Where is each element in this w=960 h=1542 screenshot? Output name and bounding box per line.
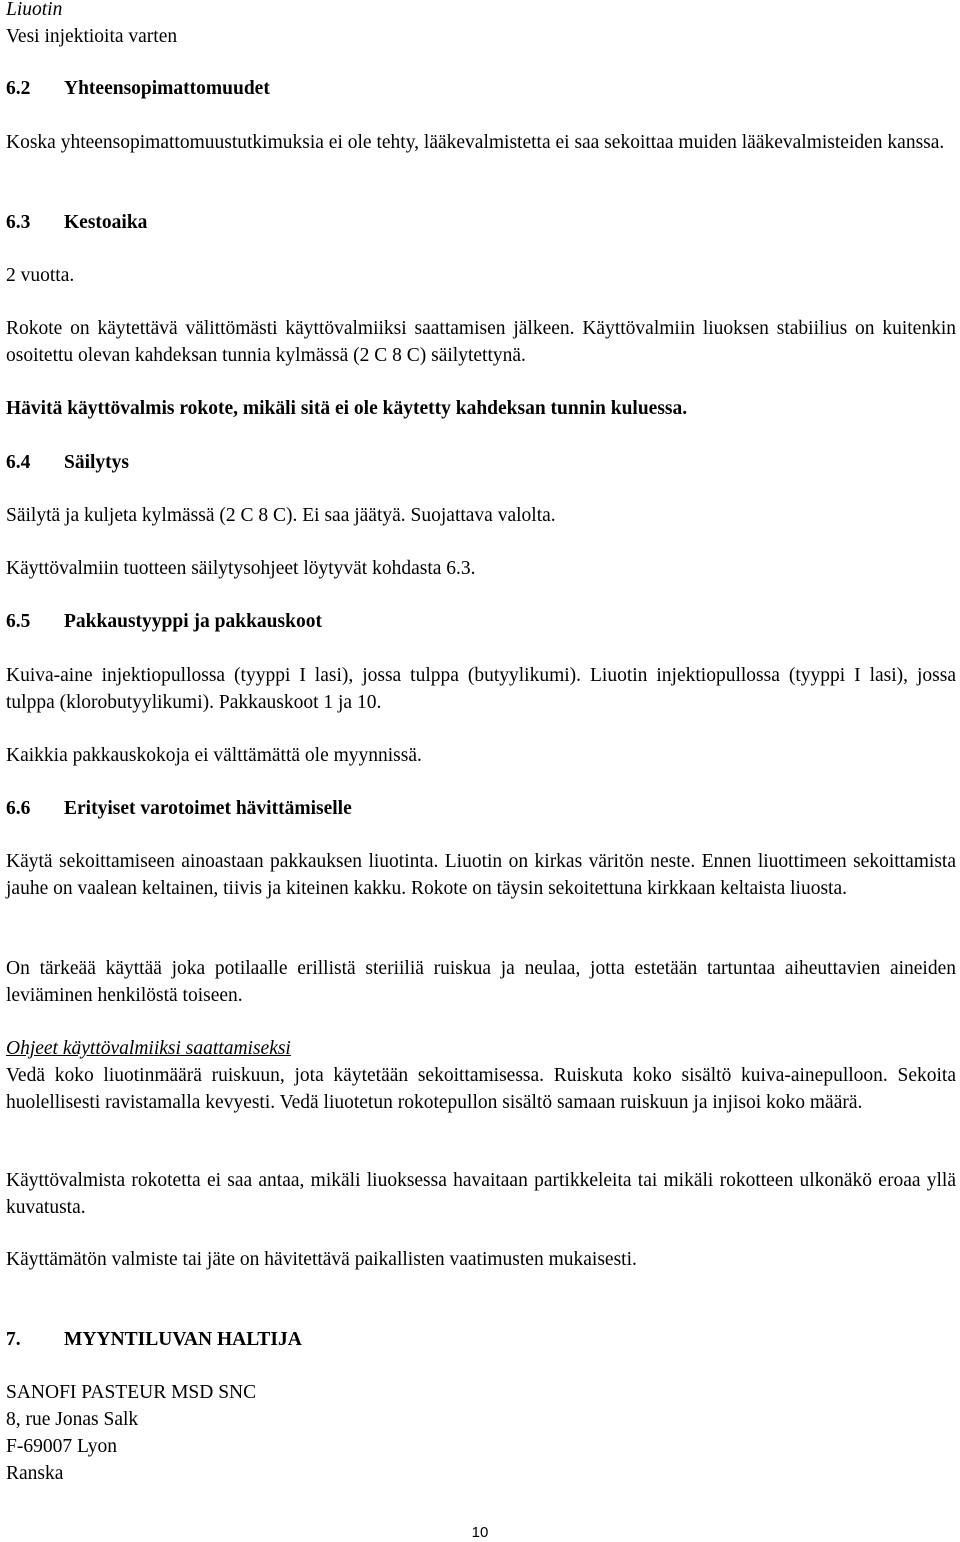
paragraph-sterile-syringe: On tärkeää käyttää joka potilaalle erillistä steriiliä ruiskua ja neulaa, jotta estetään tartuntaa aiheuttavien aineiden leviäminen henkilöstä toiseen.	[6, 958, 956, 1006]
liuotin-label: Liuotin	[6, 0, 63, 20]
section-heading-6-4	[6, 449, 956, 476]
address-line-company: SANOFI PASTEUR MSD SNC	[6, 1382, 257, 1403]
paragraph-incompatibilities: Koska yhteensopimattomuustutkimuksia ei ole tehty, lääkevalmistetta ei saa sekoittaa muiden lääkevalmisteiden kanssa.	[6, 132, 945, 153]
paragraph-disposal: Käyttämätön valmiste tai jäte on hävitettävä paikallisten vaatimusten mukaisesti.	[6, 1249, 637, 1270]
subheading-reconstitution: Ohjeet käyttövalmiiksi saattamiseksi	[6, 1038, 291, 1059]
address-line-country: Ranska	[6, 1463, 64, 1484]
section-heading-6-2	[6, 75, 956, 102]
section-heading-6-6	[6, 795, 956, 822]
section-number: 6.2	[6, 78, 31, 99]
paragraph-storage: Säilytä ja kuljeta kylmässä (2 C 8 C). Ei saa jäätyä. Suojattava valolta.	[6, 505, 556, 526]
paragraph-pack-availability: Kaikkia pakkauskokoja ei välttämättä ole myynnissä.	[6, 745, 422, 766]
section-number: 6.3	[6, 212, 31, 233]
section-title: MYYNTILUVAN HALTIJA	[64, 1329, 302, 1350]
section-title: Erityiset varotoimet hävittämiselle	[64, 798, 352, 819]
paragraph-discard-warning: Hävitä käyttövalmis rokote, mikäli sitä ei ole käytetty kahdeksan tunnin kuluessa.	[6, 398, 688, 419]
section-number: 7.	[6, 1329, 21, 1350]
paragraph-reconstitution-steps: Vedä koko liuotinmäärä ruiskuun, jota käytetään sekoittamisessa. Ruiskuta koko sisältö kuiva-ainepulloon. Sekoita huolellisesti ravistamalla kevyesti. Vedä liuotetun rokotepullon sisältö samaan ruiskuun ja injisoi koko määrä.	[6, 1065, 956, 1113]
paragraph-particles-warning: Käyttövalmista rokotetta ei saa antaa, mikäli liuoksessa havaitaan partikkeleita tai mikäli rokotteen ulkonäkö eroaa yllä kuvatusta.	[6, 1170, 956, 1218]
address-line-city: F-69007 Lyon	[6, 1436, 118, 1457]
section-title: Kestoaika	[64, 212, 148, 233]
paragraph-container: Kuiva-aine injektiopullossa (tyyppi I lasi), jossa tulppa (butyylikumi). Liuotin injektiopullossa (tyyppi I lasi), jossa tulppa (klorobutyylikumi). Pakkauskoot 1 ja 10.	[6, 665, 956, 713]
section-title: Säilytys	[64, 452, 130, 473]
section-heading-7	[6, 1326, 956, 1353]
paragraph-storage-reference: Käyttövalmiin tuotteen säilytysohjeet löytyvät kohdasta 6.3.	[6, 558, 476, 579]
section-number: 6.6	[6, 798, 31, 819]
paragraph-shelf-life: 2 vuotta.	[6, 265, 75, 286]
section-title: Yhteensopimattomuudet	[64, 78, 270, 99]
section-heading-6-3	[6, 209, 956, 236]
paragraph-solvent-description: Käytä sekoittamiseen ainoastaan pakkauksen liuotinta. Liuotin on kirkas väritön neste. Ennen liuottimeen sekoittamista jauhe on vaalean keltainen, tiivis ja kiteinen kakku. Rokote on täysin sekoitettuna kirkkaan keltaista liuosta.	[6, 851, 956, 899]
section-number: 6.5	[6, 611, 31, 632]
section-title: Pakkaustyyppi ja pakkauskoot	[64, 611, 322, 632]
liuotin-value: Vesi injektioita varten	[6, 26, 178, 47]
marketing-authorisation-holder-address	[6, 1379, 956, 1487]
section-number: 6.4	[6, 452, 31, 473]
page-number: 10	[471, 1524, 489, 1541]
paragraph-reconstituted-use: Rokote on käytettävä välittömästi käyttövalmiiksi saattamisen jälkeen. Käyttövalmiin liuoksen stabiilius on kuitenkin osoitettu olevan kahdeksan tunnia kylmässä (2 C 8 C) säilytettynä.	[6, 318, 956, 366]
section-heading-6-5	[6, 608, 956, 635]
address-line-street: 8, rue Jonas Salk	[6, 1409, 139, 1430]
